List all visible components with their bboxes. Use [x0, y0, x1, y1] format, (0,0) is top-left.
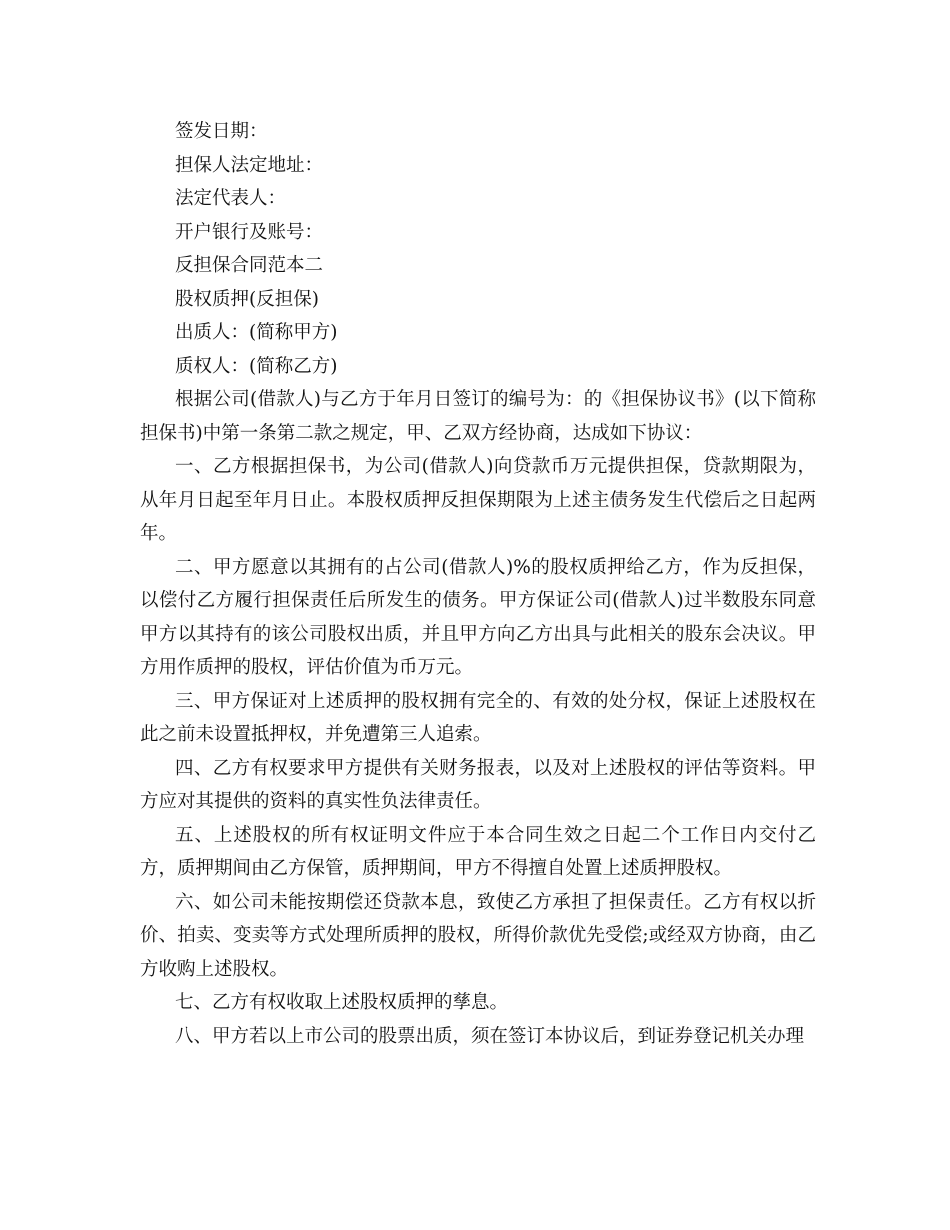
issue-date-line: 签发日期： — [175, 121, 268, 142]
contract-subtitle: 股权质押(反担保) — [175, 288, 319, 310]
clause-4-paragraph: 四、乙方有权要求甲方提供有关财务报表，以及对上述股权的评估等资料。甲方应对其提供的资料的真实性负法律责任。 — [140, 757, 816, 812]
clause-6-paragraph: 六、如公司未能按期偿还贷款本息，致使乙方承担了担保责任。乙方有权以折价、拍卖、变卖等方式处理所质押的股权，所得价款优先受偿;或经双方协商，由乙方收购上述股权。 — [140, 891, 816, 980]
clause-8-paragraph: 八、甲方若以上市公司的股票出质，须在签订本协议后，到证券登记机关办理 — [175, 1025, 805, 1047]
contract-template-title: 反担保合同范本二 — [175, 255, 324, 276]
guarantor-address-line: 担保人法定地址： — [175, 154, 324, 176]
clause-2-paragraph: 二、甲方愿意以其拥有的占公司(借款人)%的股权质押给乙方，作为反担保，以偿付乙方履行担保责任后所发生的债务。甲方保证公司(借款人)过半数股东同意甲方以其持有的该公司股权出质，并且甲方向乙方出具与此相关的股东会决议。甲方用作质押的股权，评估价值为币万元。 — [140, 556, 816, 678]
bank-account-line: 开户银行及账号： — [175, 221, 324, 243]
clause-1-paragraph: 一、乙方根据担保书，为公司(借款人)向贷款币万元提供担保，贷款期限为，从年月日起至年月日止。本股权质押反担保期限为上述主债务发生代偿后之日起两年。 — [140, 456, 816, 544]
pledgor-line: 出质人：(简称甲方) — [175, 322, 338, 343]
clause-5-paragraph: 五、上述股权的所有权证明文件应于本合同生效之日起二个工作日内交付乙方，质押期间由乙方保管，质押期间，甲方不得擅自处置上述质押股权。 — [140, 824, 816, 879]
preamble-paragraph: 根据公司(借款人)与乙方于年月日签订的编号为：的《担保协议书》(以下简称担保书)中第一条第二款之规定，甲、乙双方经协商，达成如下协议： — [140, 389, 816, 444]
pledgee-line: 质权人：(简称乙方) — [175, 355, 338, 377]
document-body — [140, 115, 816, 1053]
clause-7-paragraph: 七、乙方有权收取上述股权质押的孳息。 — [175, 992, 509, 1013]
legal-representative-line: 法定代表人： — [175, 188, 287, 209]
clause-3-paragraph: 三、甲方保证对上述质押的股权拥有完全的、有效的处分权，保证上述股权在此之前未设置抵押权，并免遭第三人追索。 — [140, 690, 816, 745]
